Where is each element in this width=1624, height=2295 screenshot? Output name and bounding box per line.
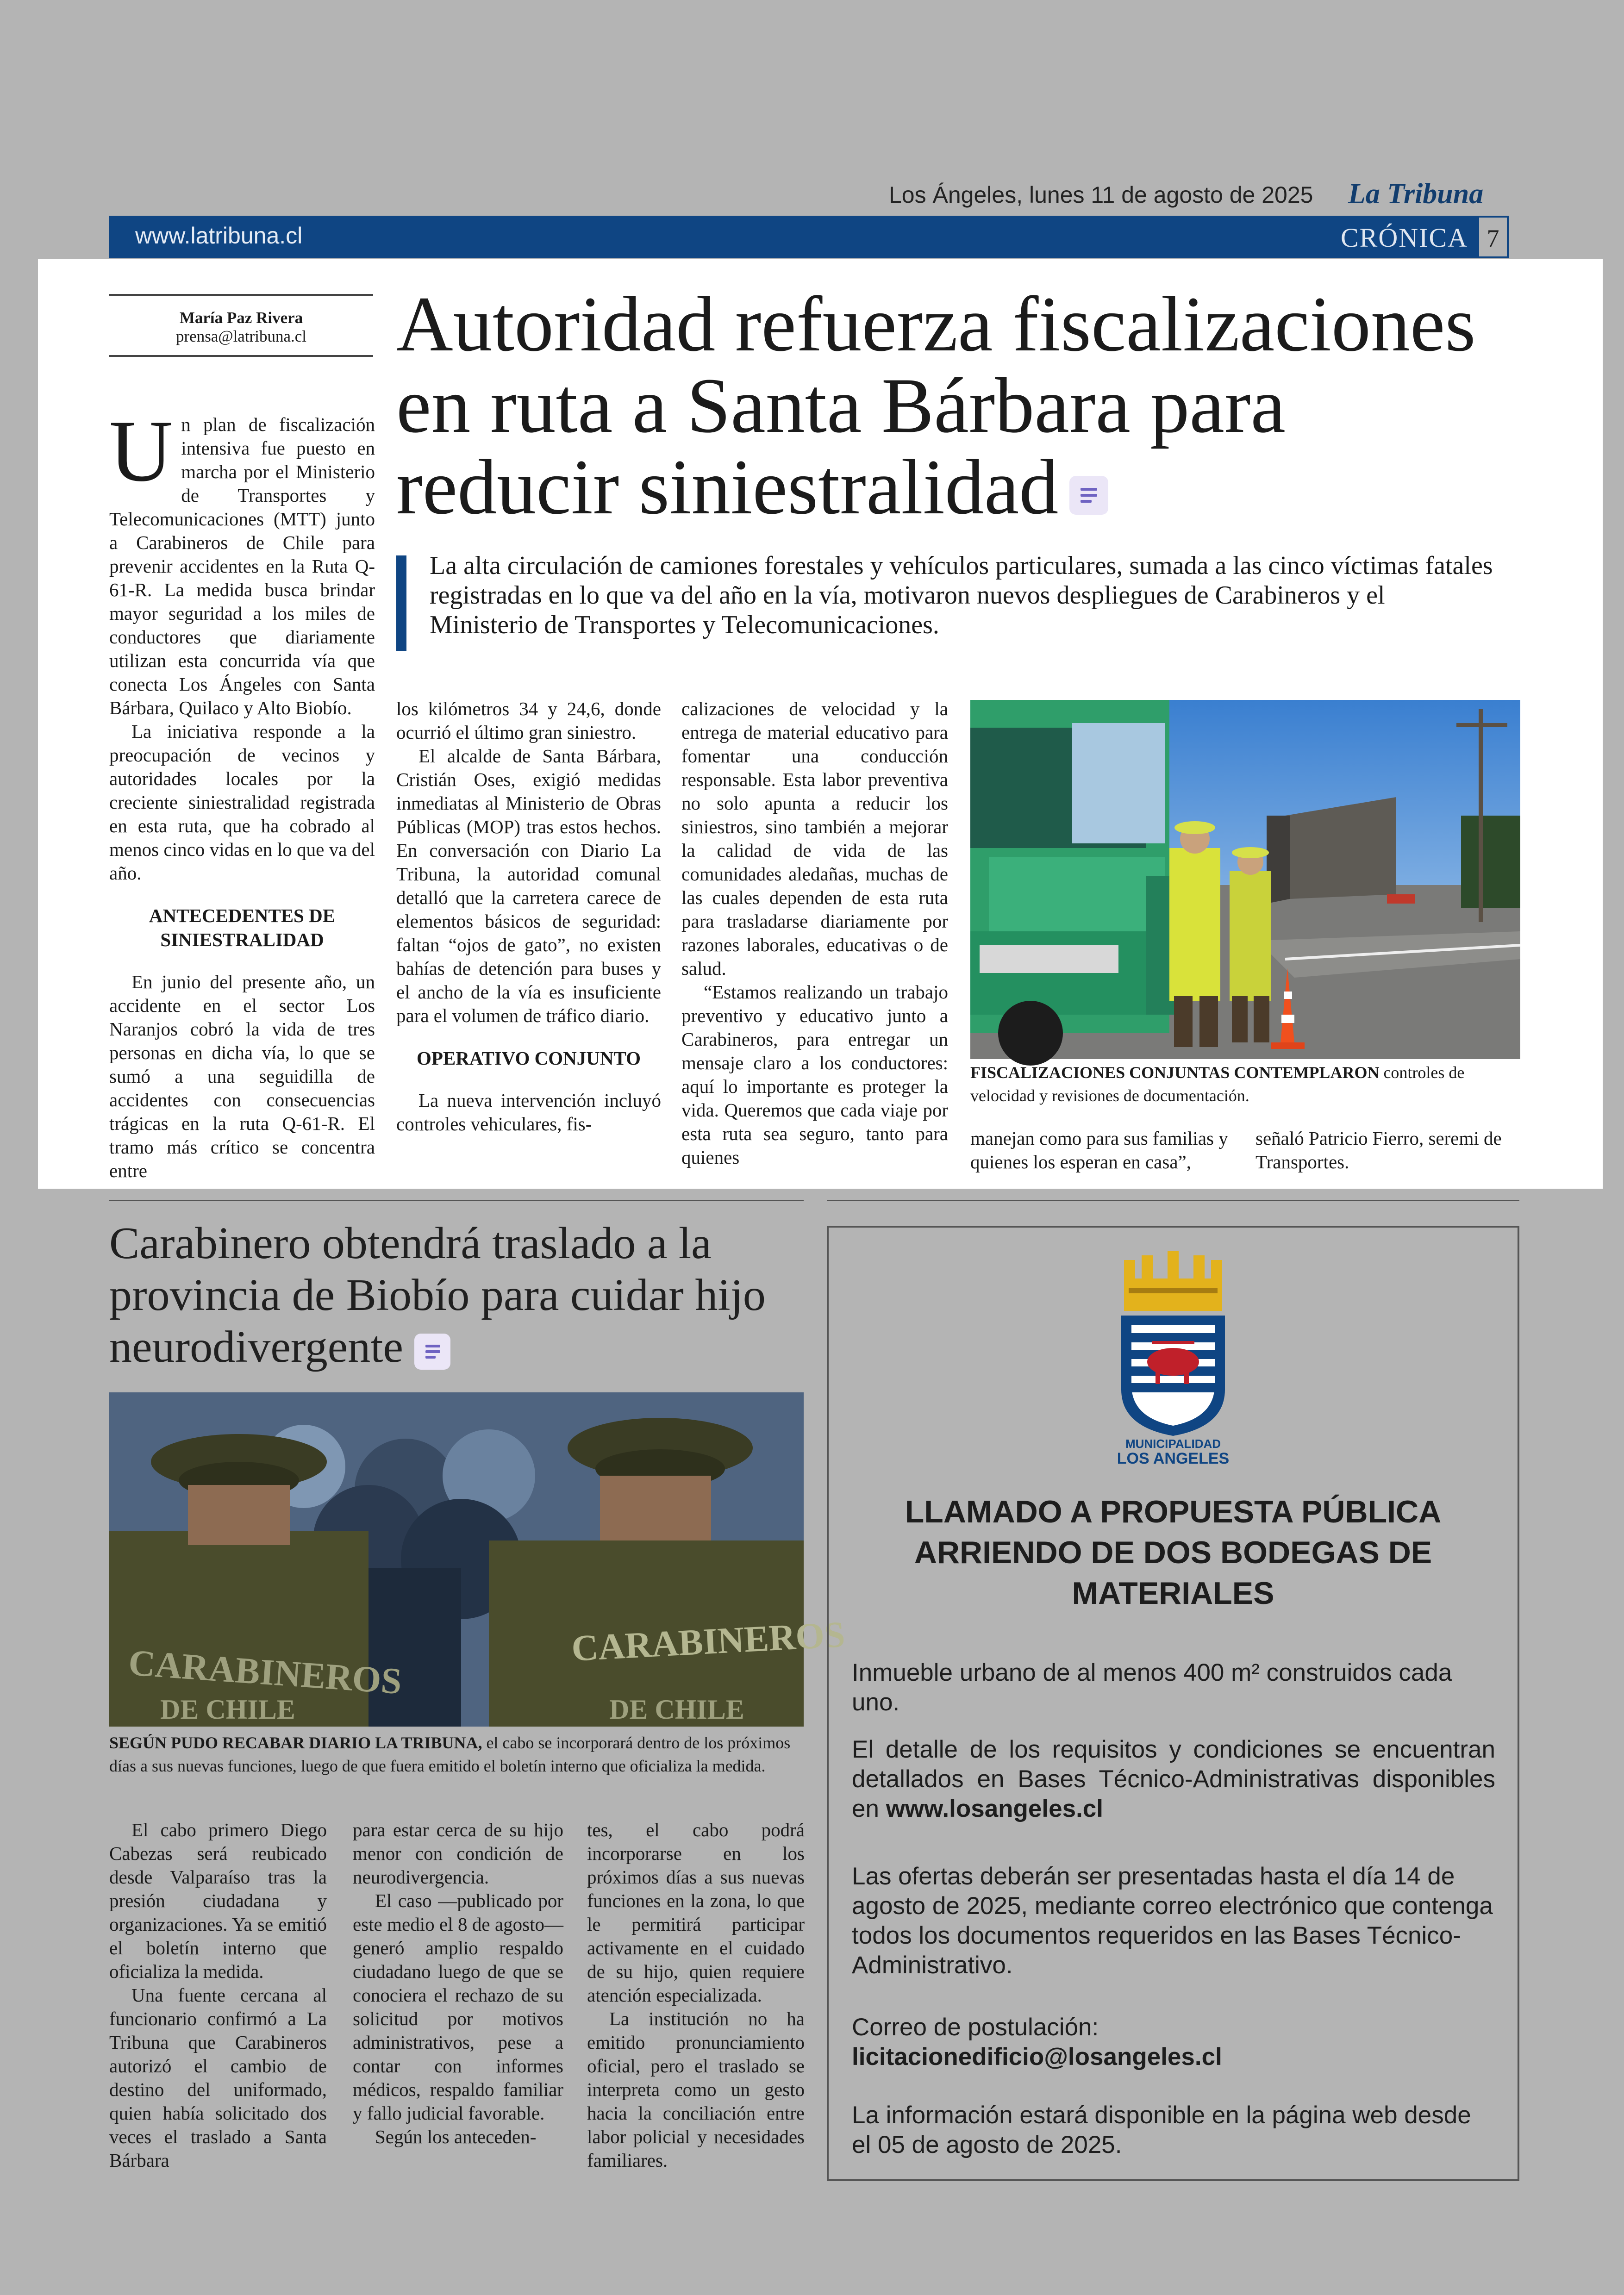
ad-paragraph [852,2013,1495,2072]
masthead-logo: La Tribuna [1348,178,1484,210]
divider [827,1200,1519,1201]
carabineros-photo [109,1392,846,1727]
paragraph: tes, el cabo podrá incorporarse en los próximos días a sus nuevas funciones en la zona, lo que le permitirá participar activamente en el cuidado de su hijo, quien requiere atención especializada. [587,1819,805,2006]
website-link[interactable]: www.latribuna.cl [135,223,303,249]
vest-text: DE CHILE [609,1694,744,1725]
subheading: OPERATIVO CONJUNTO [416,1048,641,1069]
ad-title: LLAMADO A PROPUESTA PÚBLICA ARRIENDO DE DOS BODEGAS DE MATERIALES [905,1494,1442,1611]
paragraph: para estar cerca de su hijo menor con condición de neurodivergencia. [353,1819,563,1888]
caption-lead: SEGÚN PUDO RECABAR DIARIO LA TRIBUNA, [109,1734,482,1752]
ad-website-link[interactable]: www.losangeles.cl [886,1795,1104,1822]
article-lead: La alta circulación de camiones forestales y vehículos particulares, sumada a las cinco víctimas fatales registradas en lo que va del año en la vía, motivaron nuevos despliegues de Carabineros y el Ministerio de Transportes y Telecomunicaciones. [430,551,1493,639]
article2-column-3 [587,1818,805,2172]
vest-text: CARABINEROS [127,1642,403,1703]
truck-inspection-illustration [970,700,1520,1059]
paragraph: n plan de fiscalización intensiva fue puesto en marcha por el Ministerio de Transportes y Telecomunicaciones (MTT) junto a Carabineros de Chile para prevenir accidentes en la Ruta Q-61-R. La medida busca brindar mayor seguridad a los miles de conductores que diariamente utilizan esta concurrida vía que conecta Los Ángeles con Santa Bárbara, Quilaco y Alto Biobío. [109,414,375,718]
ad-paragraph [852,1735,1495,1824]
headline-text: Autoridad refuerza fiscalizaciones en ruta a Santa Bárbara para reducir siniestralidad [396,281,1476,530]
lead-accent-bar [396,555,406,651]
photo-caption [109,1731,804,1777]
photo-caption [970,1061,1526,1107]
municipal-ad [827,1226,1519,2181]
ad-email-link[interactable]: licitacionedificio@losangeles.cl [852,2043,1222,2070]
article2-column-1 [109,1818,327,2172]
paragraph: El cabo primero Diego Cabezas será reubicado desde Valparaíso tras la presión ciudadana y organizaciones. Ya se emitió el boletín interno que oficializa la medida. [109,1819,327,1982]
paragraph: manejan como para sus familias y quienes los esperan en casa”, [970,1128,1228,1172]
subheading: ANTECEDENTES DE SINIESTRALIDAD [149,905,336,950]
note-icon[interactable] [414,1334,450,1370]
muni-small-label: MUNICIPALIDAD [1125,1437,1221,1451]
paragraph: señaló Patricio Fierro, seremi de Transportes. [1255,1128,1502,1172]
police-officers-illustration [109,1392,846,1727]
headline-text: Carabinero obtendrá traslado a la provincia de Biobío para cuidar hijo neurodivergente [109,1218,766,1372]
caption-text: controles de velocidad y revisiones de documentación. [970,1063,1465,1105]
paragraph: La nueva intervención incluyó controles vehiculares, fis- [396,1090,661,1135]
drop-cap: U [109,403,173,500]
paragraph: En junio del presente año, un accidente en el sector Los Naranjos cobró la vida de tres personas en dicha vía, lo que se sumó a una seguidilla de accidentes con consecuencias trágicas en la ruta Q-61-R. El tramo más crítico se concentra entre [109,971,375,1181]
paragraph: El caso —publicado por este medio el 8 de agosto— generó amplio respaldo ciudadano luego de que se conociera el rechazo de su solicitud por motivos administrativos, pese a contar con informes médicos, respaldo familiar y fallo judicial favorable. [353,1890,563,2124]
paragraph: La iniciativa responde a la preocupación de vecinos y autoridades locales por la creciente siniestralidad registrada en esta ruta, que ha cobrado al menos cinco vidas en lo que va del año. [109,721,375,884]
paragraph: los kilómetros 34 y 24,6, donde ocurrió el último gran siniestro. [396,698,661,743]
paragraph: La institución no ha emitido pronunciamiento oficial, pero el traslado se interpreta como un gesto hacia la conciliación entre labor policial y necesidades familiares. [587,2008,805,2171]
article-column-1 [109,403,375,1183]
divider [109,1200,804,1201]
ad-paragraph: Inmueble urbano de al menos 400 m² construidos cada uno. [852,1659,1452,1716]
paragraph: “Estamos realizando un trabajo preventivo y educativo junto a Carabineros, para entregar un mensaje claro a los conductores: aquí lo importante es proteger la vida. Queremos que cada viaje por esta ruta sea seguro, tanto para quienes [681,981,948,1168]
inspection-photo [970,700,1520,1059]
paragraph: calizaciones de velocidad y la entrega de material educativo para fomentar una conducción responsable. Esta labor preventiva no solo apunta a reducir los siniestros, sino también a mejorar la calidad de vida de las comunidades aledañas, muchas de las cuales dependen de esta ruta para trasladarse diariamente por razones laborales, educativas o de salud. [681,698,948,979]
author-name: María Paz Rivera [179,309,303,327]
paragraph: Una fuente cercana al funcionario confirmó a La Tribuna que Carabineros autorizó el cambio de destino del uniformado, quien había solicitado dos veces el traslado a Santa Bárbara [109,1984,327,2171]
paragraph: Según los anteceden- [375,2126,537,2147]
page-number: 7 [1487,225,1499,252]
paragraph: El alcalde de Santa Bárbara, Cristián Oses, exigió medidas inmediatas al Ministerio de Obras Públicas (MOP) tras estos hechos. En conversación con Diario La Tribuna, la autoridad comunal detalló que la carretera carece de elementos básicos de seguridad: faltan “ojos de gato”, no existen bahías de detención para buses y el ancho de la vía es insuficiente para el volumen de tráfico diario. [396,745,661,1026]
article-headline [396,283,1498,528]
ad-paragraph-text: El detalle de los requisitos y condiciones se encuentran detallados en Bases Técnico-Administrativas disponibles en [852,1736,1495,1822]
caption-text: el cabo se incorporará dentro de los próximos días a sus nuevas funciones, luego de que fuera emitido el boletín interno que oficializa la medida. [109,1734,791,1775]
article-column-2 [396,697,661,1136]
caption-lead: FISCALIZACIONES CONJUNTAS CONTEMPLARON [970,1063,1380,1082]
article2-column-2 [353,1818,563,2149]
vest-text: CARABINEROS [570,1614,846,1669]
municipal-crest-icon [1115,1251,1231,1436]
note-icon[interactable] [1069,476,1108,515]
ad-paragraph: Las ofertas deberán ser presentadas hasta el día 14 de agosto de 2025, mediante correo electrónico que contenga todos los documentos requeridos en las Bases Técnico-Administrativo. [852,1863,1493,1979]
ad-paragraph: La información estará disponible en la página web desde el 05 de agosto de 2025. [852,2102,1471,2158]
author-email[interactable]: prensa@latribuna.cl [176,327,306,345]
section-bar [109,216,1499,258]
article-column-4 [970,1127,1237,1174]
issue-date: Los Ángeles, lunes 11 de agosto de 2025 [889,182,1313,208]
muni-name: LOS ANGELES [1117,1450,1230,1467]
article-column-5 [1255,1127,1520,1174]
byline [109,294,373,357]
article-headline-2 [109,1217,808,1373]
ad-email-label: Correo de postulación: [852,2014,1099,2041]
vest-text: DE CHILE [160,1694,295,1725]
page-number-box [1477,216,1509,258]
article-column-3 [681,697,948,1169]
section-name: CRÓNICA [1341,223,1468,253]
